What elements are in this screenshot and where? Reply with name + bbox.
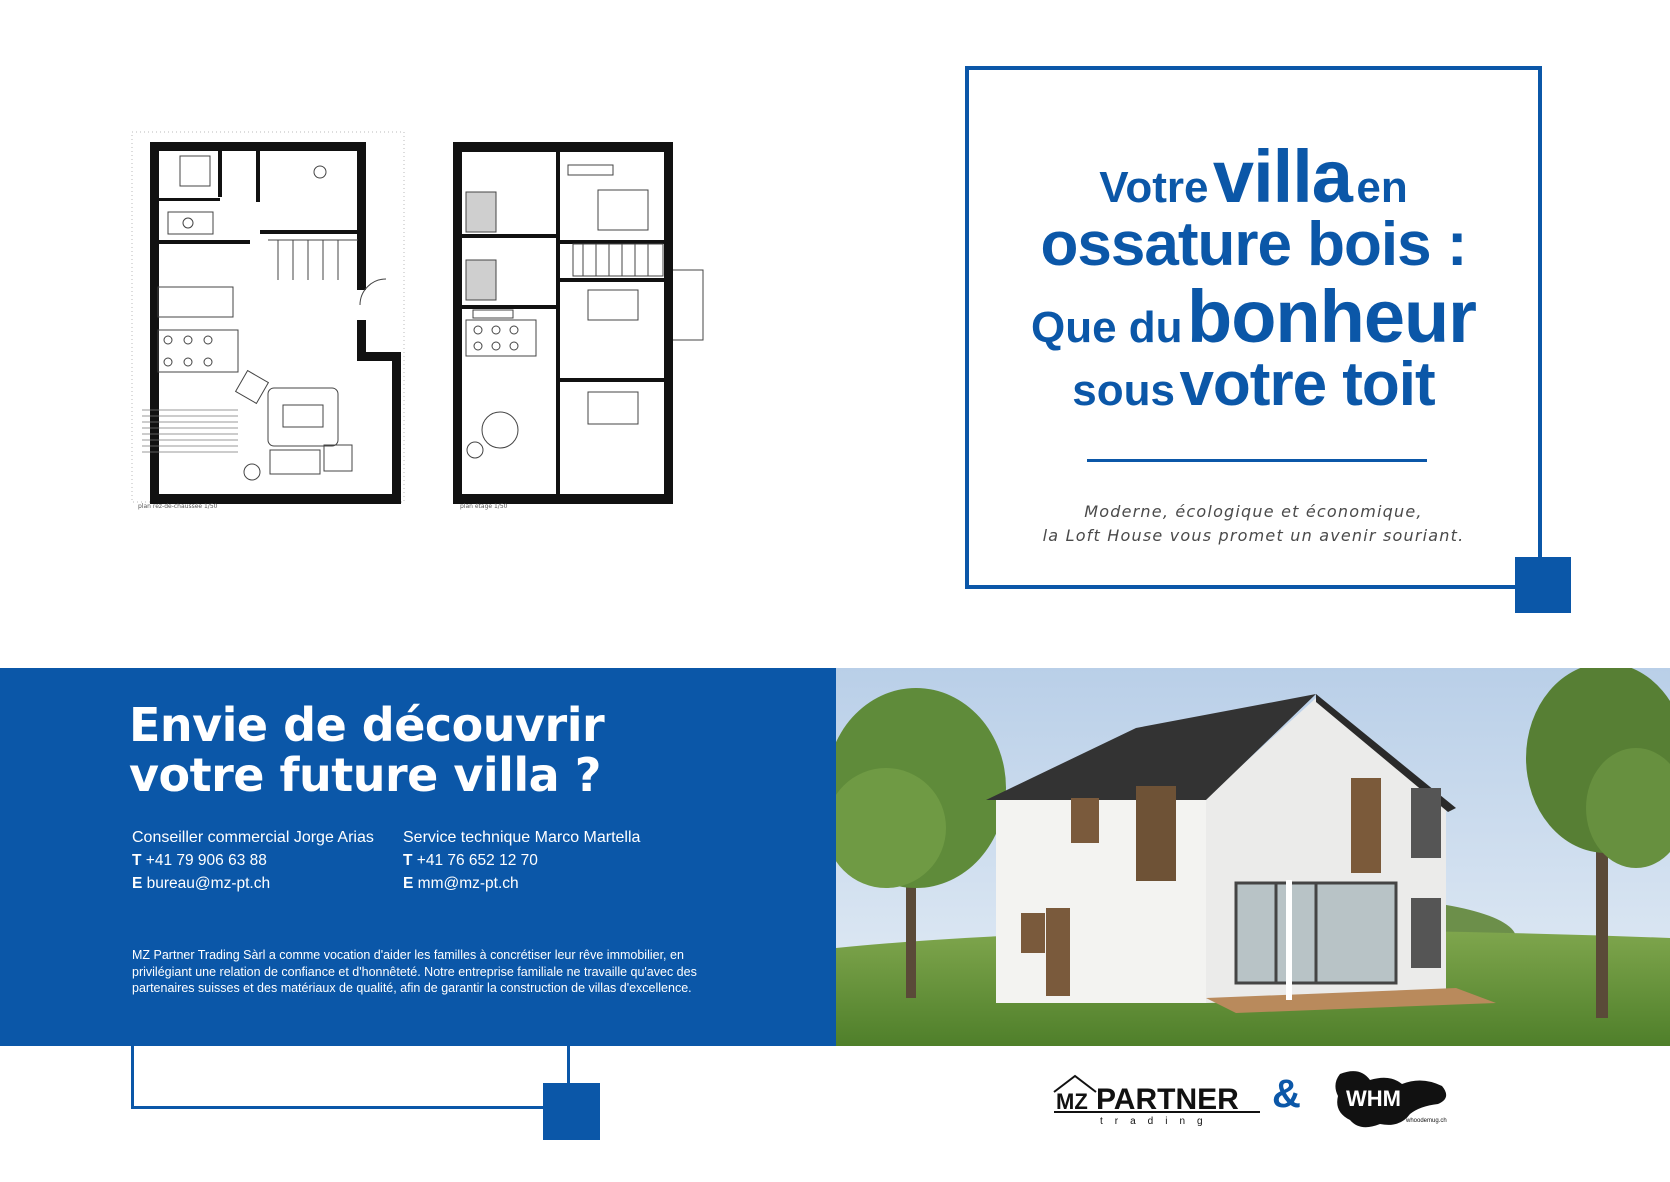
- ampersand: &: [1272, 1072, 1301, 1116]
- logo-whm: WHM: [1346, 1086, 1401, 1111]
- house-image: [836, 668, 1670, 1046]
- phone-number[interactable]: +41 79 906 63 88: [145, 852, 267, 869]
- plan-caption-ground: plan rez-de-chaussée 1/50: [138, 503, 218, 510]
- whm-logo: [1335, 1071, 1446, 1127]
- contact-sales: [132, 826, 374, 895]
- company-description: MZ Partner Trading Sàrl a comme vocation d'aider les familles à concrétiser leur rêve immobilier, en privilégiant une relation de confiance et d'honnêteté. Notre entreprise familiale ne travaille qu'avec des partenaires suisses et des matériaux de qualité, afin de garantir la construction de villas d'excellence.: [132, 948, 697, 995]
- logos-drawing: [1050, 1062, 1450, 1132]
- decorative-line: [131, 1046, 134, 1109]
- headline-word: Votre: [1099, 163, 1209, 212]
- headline-word: sous: [1072, 366, 1175, 415]
- house-rendering: [836, 668, 1670, 1046]
- tagline-line: Moderne, écologique et économique,: [1084, 502, 1423, 521]
- band-title: [129, 700, 604, 800]
- mz-partner-logo: [1054, 1076, 1260, 1127]
- phone-label: T: [403, 852, 413, 869]
- logo-mz: MZ: [1056, 1089, 1088, 1114]
- headline-word: en: [1356, 163, 1408, 212]
- contact-band: [0, 668, 836, 1046]
- logo-partner: PARTNER: [1096, 1083, 1239, 1116]
- band-title-line: votre future villa ?: [129, 748, 601, 802]
- headline-word: votre toit: [1179, 350, 1435, 419]
- band-title-line: Envie de découvrir: [129, 698, 605, 752]
- headline-line: ossature bois :: [1040, 210, 1467, 279]
- logo-whm-url: whoodemug.ch: [1406, 1118, 1447, 1124]
- logo-trading: trading: [1100, 1116, 1215, 1127]
- phone-number[interactable]: +41 76 652 12 70: [416, 852, 538, 869]
- decorative-line: [131, 1106, 543, 1109]
- headline-word: Que du: [1031, 303, 1183, 352]
- headline-box: [965, 66, 1542, 589]
- decorative-line: [567, 1046, 570, 1086]
- email-link[interactable]: bureau@mz-pt.ch: [146, 875, 271, 892]
- tagline-line: la Loft House vous promet un avenir souriant.: [1042, 526, 1465, 545]
- headline-word: bonheur: [1187, 275, 1476, 358]
- contact-name: Conseiller commercial Jorge Arias: [132, 829, 374, 846]
- phone-label: T: [132, 852, 142, 869]
- decorative-square: [543, 1083, 600, 1140]
- floor-plan-drawing: [128, 130, 718, 510]
- headline-word: villa: [1212, 135, 1352, 218]
- plan-caption-upper: plan étage 1/50: [460, 503, 508, 510]
- floor-plans: [128, 130, 718, 510]
- tagline: [969, 500, 1538, 548]
- corner-square: [1515, 557, 1571, 613]
- divider: [1087, 459, 1427, 462]
- contact-name: Service technique Marco Martella: [403, 829, 641, 846]
- email-label: E: [132, 875, 143, 892]
- partner-logos: [1050, 1062, 1450, 1132]
- contact-technical: [403, 826, 640, 895]
- email-link[interactable]: mm@mz-pt.ch: [417, 875, 519, 892]
- email-label: E: [403, 875, 414, 892]
- headline: [969, 135, 1538, 419]
